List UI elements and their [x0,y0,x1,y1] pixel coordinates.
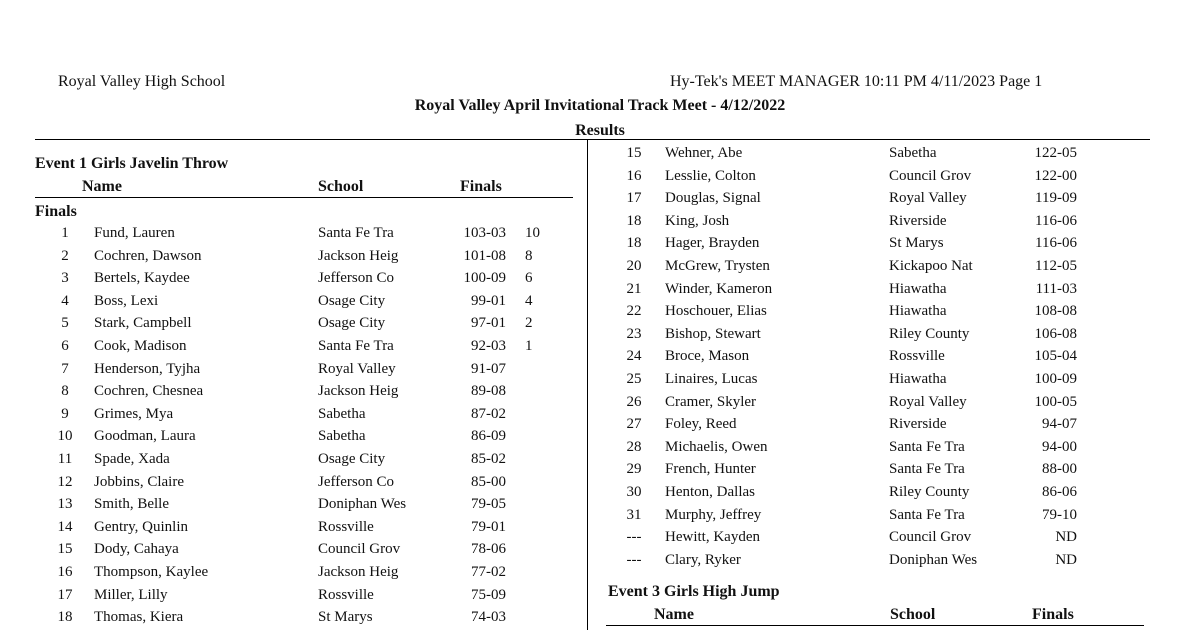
school-name: Osage City [318,451,386,467]
athlete-name: Fund, Lauren [94,225,175,241]
results-heading: Results [575,122,625,139]
result-mark: 89-08 [471,383,506,400]
school-name: Sabetha [889,145,937,161]
place-cell: 5 [61,315,69,332]
athlete-name: Henton, Dallas [665,484,755,500]
result-mark: 105-04 [1034,348,1077,365]
column-divider [587,140,588,630]
school-name: Santa Fe Tra [889,506,965,523]
result-mark: 85-02 [471,451,506,467]
result-mark: 85-00 [471,473,506,490]
school-name: Council Grov [889,529,972,546]
athlete-name: Dody, Cahaya [94,541,179,558]
athlete-name: Miller, Lilly [94,586,168,603]
result-mark: 94-00 [1042,438,1077,455]
athlete-name: Bertels, Kaydee [94,270,190,287]
school-name: Osage City [318,292,386,309]
athlete-name: Linaires, Lucas [665,371,758,387]
result-mark: ND [1055,529,1077,546]
school-name: Hiawatha [889,303,947,320]
athlete-name: Bishop, Stewart [665,325,761,342]
athlete-name: Cramer, Skyler [665,393,757,410]
place-cell: 18 [626,212,642,229]
result-mark: 79-10 [1042,506,1077,523]
school-name: Hiawatha [889,371,947,387]
result-mark: 74-03 [471,609,506,626]
result-mark: 78-06 [471,541,506,558]
points-cell: 2 [525,315,533,332]
points-cell: 4 [525,292,533,309]
athlete-name: Michaelis, Owen [665,438,768,455]
athlete-name: McGrew, Trysten [665,258,770,274]
school-name: Santa Fe Tra [889,438,965,455]
school-name: Riverside [889,212,947,229]
athlete-name: Hager, Brayden [665,235,760,252]
result-mark: 122-00 [1034,167,1077,184]
athlete-name: Winder, Kameron [665,280,773,297]
athlete-name: King, Josh [665,212,730,229]
athlete-name: Hewitt, Kayden [665,529,760,546]
place-cell: 15 [57,541,73,558]
result-mark: 75-09 [471,586,506,603]
event3-title: Event 3 Girls High Jump [608,583,780,600]
points-cell: 8 [525,247,533,264]
athlete-name: Cook, Madison [94,338,187,354]
place-cell: 16 [626,167,642,184]
result-mark: 88-00 [1042,461,1077,478]
place-cell: 17 [626,190,642,207]
school-name: Santa Fe Tra [318,225,394,241]
place-cell: 12 [57,473,73,490]
place-cell: 25 [626,371,642,387]
event1-round-label: Finals [35,203,77,220]
result-mark: 116-06 [1035,212,1077,229]
athlete-name: Gentry, Quinlin [94,518,189,535]
place-cell: 7 [61,360,69,377]
school-name: Sabetha [318,405,366,422]
place-cell: 11 [57,451,73,467]
result-mark: 99-01 [471,292,506,309]
meet-title: Royal Valley April Invitational Track Meet - 4/12/2022 [414,97,786,114]
school-name: Rossville [318,518,374,535]
place-cell: 1 [61,225,69,241]
points-cell: 1 [525,338,533,354]
school-name: Riley County [889,484,970,500]
result-mark: 86-09 [471,428,506,445]
athlete-name: French, Hunter [665,461,756,478]
header-software-info: Hy-Tek's MEET MANAGER 10:11 PM 4/11/2023 Page 1 [670,73,1043,90]
result-mark: 100-09 [463,270,506,287]
school-name: Rossville [318,586,374,603]
place-cell: 3 [61,270,69,287]
athlete-name: Thomas, Kiera [94,609,184,626]
place-cell: 4 [61,292,69,309]
result-mark: 87-02 [471,405,506,422]
school-name: Hiawatha [889,280,947,297]
header-school-name: Royal Valley High School [58,73,226,90]
school-name: Council Grov [889,167,972,184]
athlete-name: Foley, Reed [665,416,737,433]
athlete-name: Henderson, Tyjha [94,360,201,377]
result-mark: 122-05 [1034,145,1077,161]
points-cell: 10 [525,225,540,241]
athlete-name: Cochren, Dawson [94,247,202,264]
place-cell: 15 [626,145,642,161]
place-cell: 18 [57,609,73,626]
result-mark: 101-08 [463,247,506,264]
place-cell: --- [626,529,642,546]
school-name: Santa Fe Tra [889,461,965,478]
athlete-name: Stark, Campbell [94,315,192,332]
school-name: Doniphan Wes [889,551,978,568]
result-mark: 119-09 [1035,190,1077,207]
result-mark: 79-01 [471,518,506,535]
header-rule [35,139,1150,140]
school-name: Riverside [889,416,947,433]
school-name: Council Grov [318,541,401,558]
result-mark: 100-09 [1034,371,1077,387]
result-mark: ND [1055,551,1077,568]
result-mark: 97-01 [471,315,506,332]
place-cell: 24 [626,348,642,365]
place-cell: 16 [57,564,73,580]
place-cell: 21 [626,280,642,297]
athlete-name: Cochren, Chesnea [94,383,204,400]
event3-header-rule [606,625,1144,626]
school-name: Jefferson Co [318,473,394,490]
event1-header-rule [35,197,573,198]
event1-col-name: Name [82,178,122,195]
place-cell: 6 [61,338,69,354]
place-cell: 10 [57,428,73,445]
school-name: Doniphan Wes [318,496,407,513]
athlete-name: Jobbins, Claire [94,473,184,490]
place-cell: 23 [626,325,642,342]
place-cell: 30 [626,484,642,500]
place-cell: --- [626,551,642,568]
place-cell: 13 [57,496,73,513]
place-cell: 28 [626,438,642,455]
school-name: St Marys [889,235,944,252]
event3-col-school: School [890,606,936,623]
result-mark: 77-02 [471,564,506,580]
school-name: Jefferson Co [318,270,394,287]
place-cell: 17 [57,586,73,603]
event3-col-name: Name [654,606,694,623]
school-name: Jackson Heig [318,247,399,264]
result-mark: 112-05 [1035,258,1077,274]
athlete-name: Boss, Lexi [94,292,159,309]
event1-col-finals: Finals [460,178,502,195]
athlete-name: Grimes, Mya [94,405,174,422]
school-name: Royal Valley [889,190,967,207]
place-cell: 31 [626,506,642,523]
points-cell: 6 [525,270,533,287]
result-mark: 111-03 [1035,280,1077,297]
school-name: Sabetha [318,428,366,445]
event3-col-finals: Finals [1032,606,1074,623]
result-mark: 91-07 [471,360,506,377]
place-cell: 27 [626,416,642,433]
place-cell: 14 [57,518,73,535]
event1-col-school: School [318,178,364,195]
athlete-name: Broce, Mason [665,348,750,365]
result-mark: 103-03 [463,225,506,241]
result-mark: 106-08 [1034,325,1077,342]
athlete-name: Douglas, Signal [665,190,761,207]
athlete-name: Spade, Xada [94,451,170,467]
place-cell: 2 [61,247,69,264]
place-cell: 18 [626,235,642,252]
place-cell: 20 [626,258,642,274]
school-name: St Marys [318,609,373,626]
school-name: Osage City [318,315,386,332]
place-cell: 26 [626,393,642,410]
athlete-name: Hoschouer, Elias [665,303,767,320]
school-name: Santa Fe Tra [318,338,394,354]
place-cell: 29 [626,461,642,478]
athlete-name: Lesslie, Colton [665,167,756,184]
school-name: Royal Valley [889,393,967,410]
school-name: Kickapoo Nat [889,258,973,274]
athlete-name: Murphy, Jeffrey [665,506,762,523]
result-mark: 100-05 [1034,393,1077,410]
athlete-name: Goodman, Laura [94,428,196,445]
place-cell: 9 [61,405,69,422]
result-mark: 116-06 [1035,235,1077,252]
school-name: Jackson Heig [318,383,399,400]
school-name: Riley County [889,325,970,342]
result-mark: 108-08 [1034,303,1077,320]
result-mark: 86-06 [1042,484,1077,500]
school-name: Rossville [889,348,945,365]
athlete-name: Clary, Ryker [665,551,741,568]
athlete-name: Wehner, Abe [665,145,743,161]
place-cell: 22 [626,303,642,320]
result-mark: 79-05 [471,496,506,513]
result-mark: 94-07 [1042,416,1077,433]
athlete-name: Thompson, Kaylee [94,564,209,580]
school-name: Jackson Heig [318,564,399,580]
school-name: Royal Valley [318,360,396,377]
result-mark: 92-03 [471,338,506,354]
place-cell: 8 [61,383,69,400]
athlete-name: Smith, Belle [94,496,169,513]
event1-title: Event 1 Girls Javelin Throw [35,155,229,172]
